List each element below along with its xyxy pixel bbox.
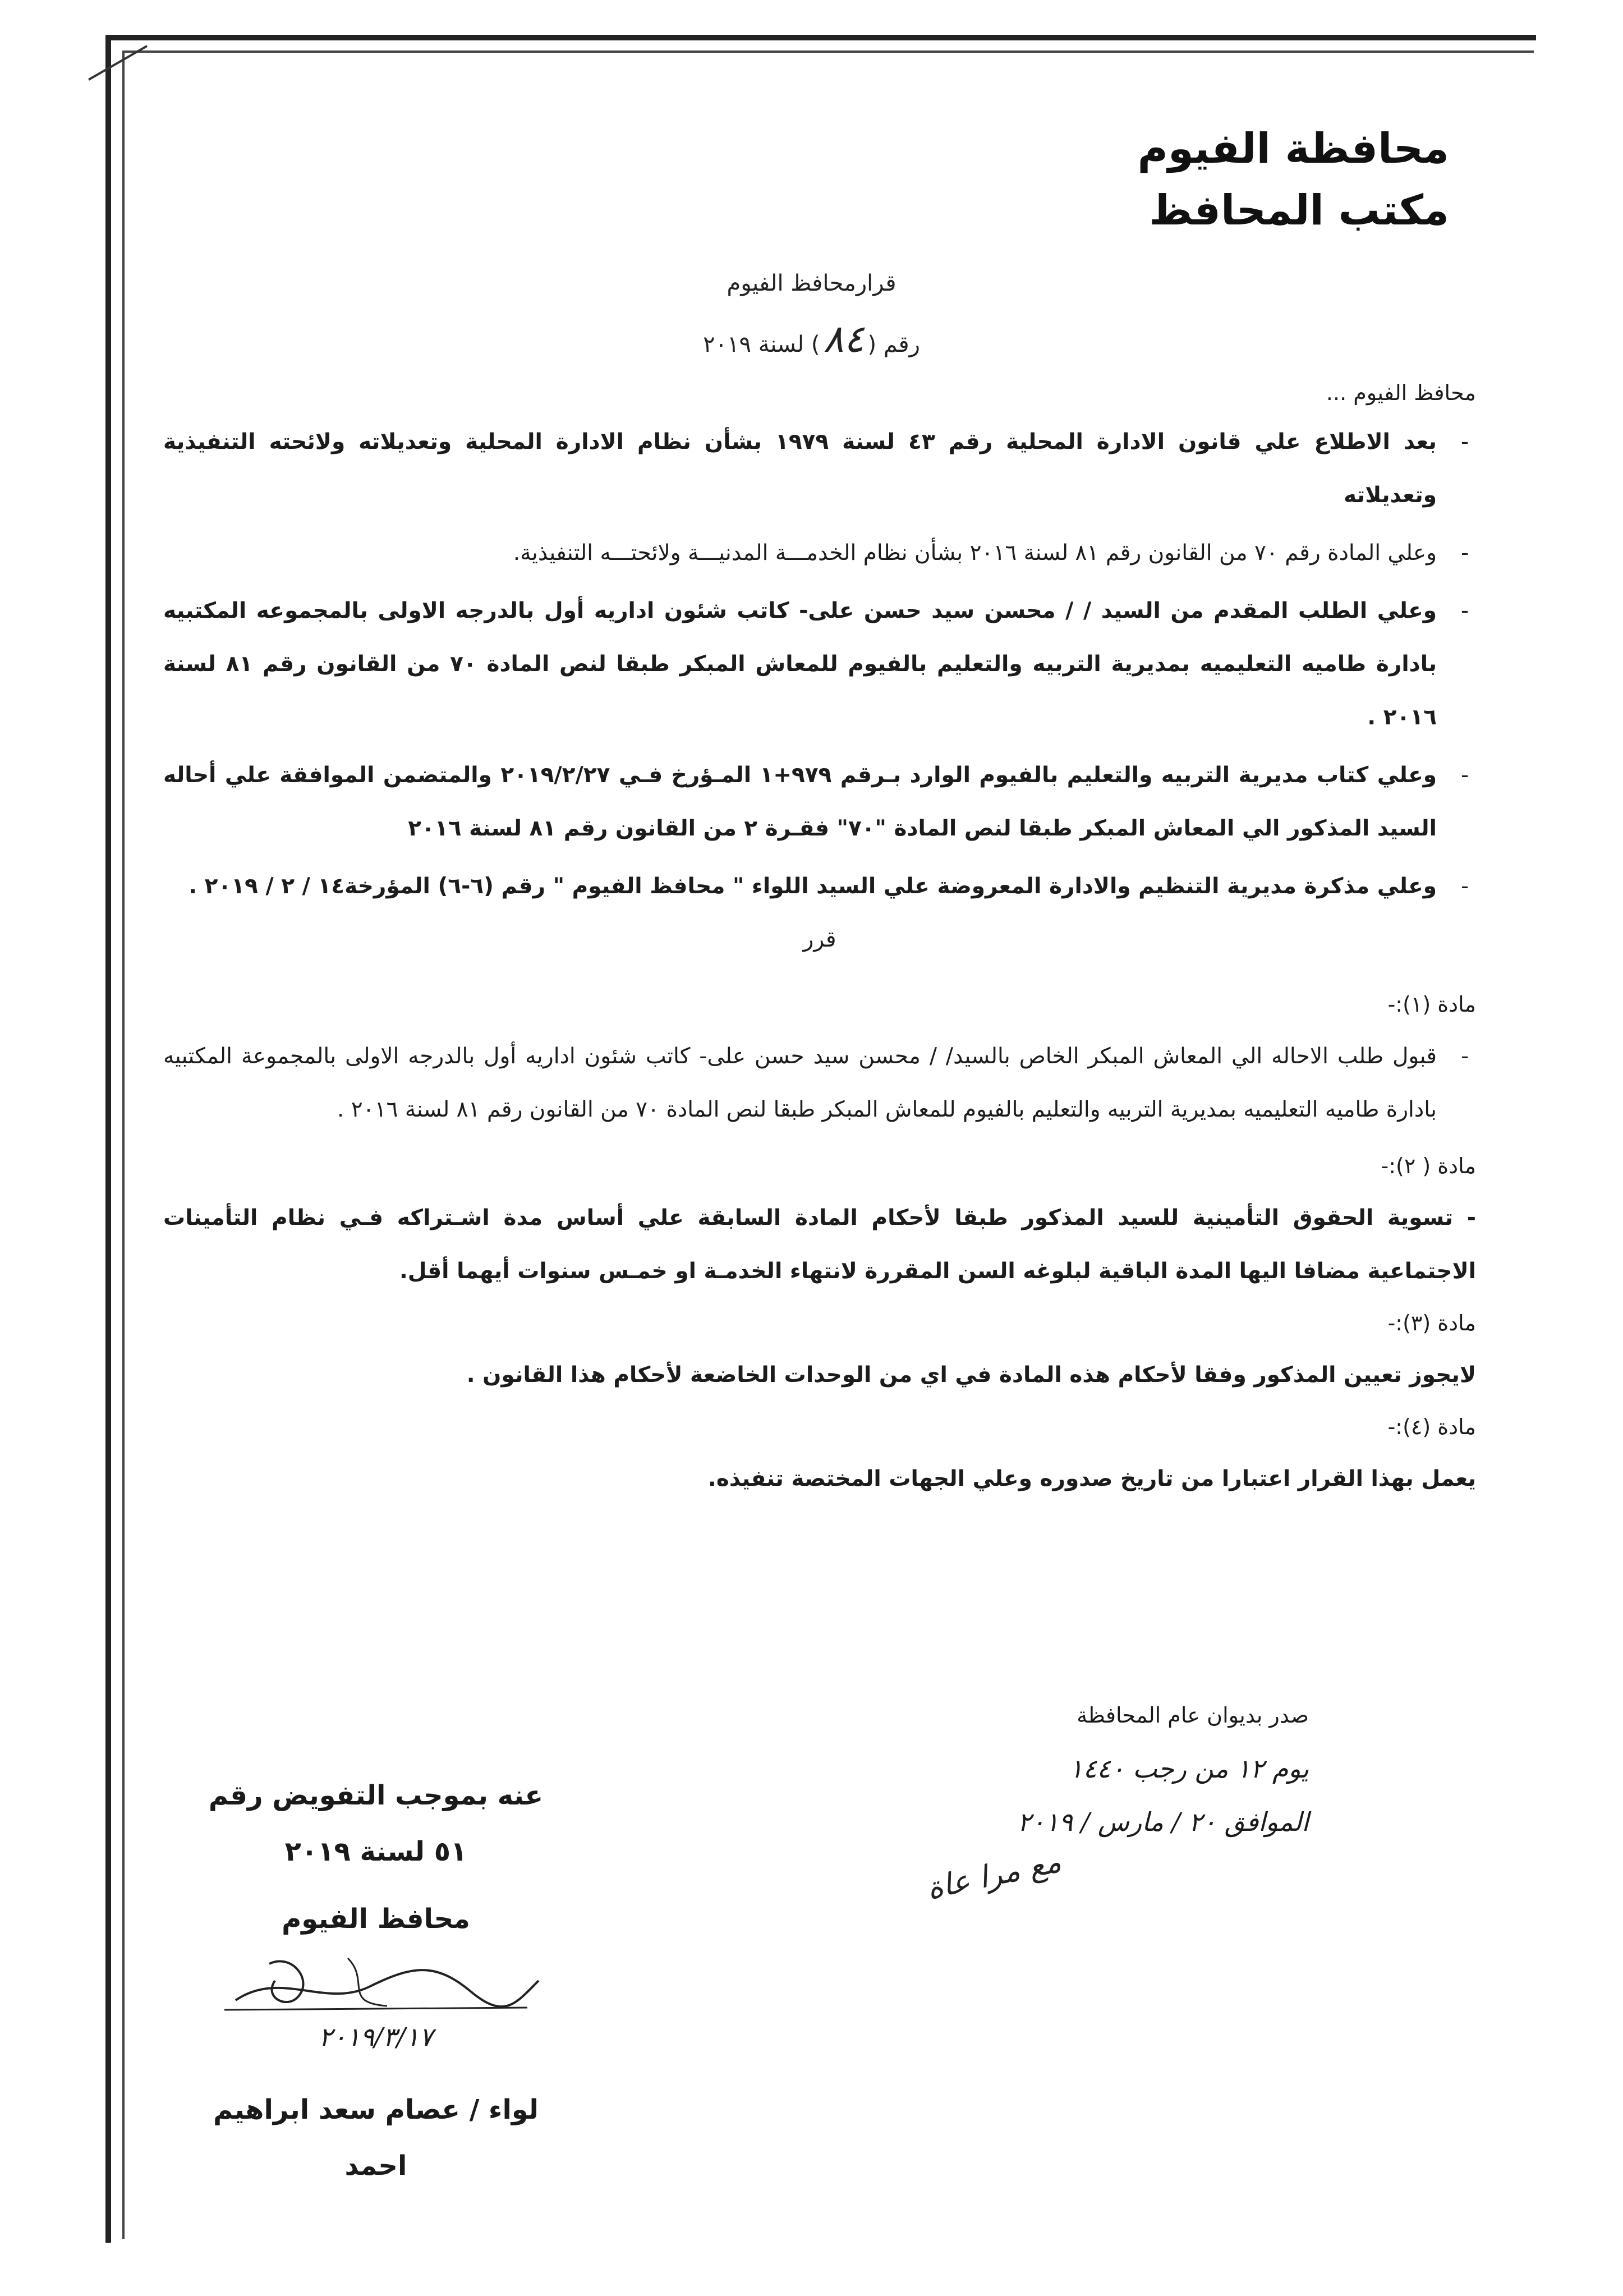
issuance-gregorian-date: الموافق ٢٠ / مارس / ٢٠١٩ <box>1017 1807 1309 1837</box>
preamble-text: وعلي المادة رقم ٧٠ من القانون رقم ٨١ لسنة ٢٠١٦ بشأن نظام الخدمـــة المدنيـــة ولائحتـــه التنفيذية. <box>513 540 1437 566</box>
addressee: محافظ الفيوم ... <box>1326 380 1476 405</box>
preamble-text: بعد الاطلاع علي قانون الادارة المحلية رقم ٤٣ لسنة ١٩٧٩ بشأن نظام الادارة المحلية وتعديلاته ولائحته التنفيذية وتعديلاته <box>163 429 1437 508</box>
bullet-dash: - <box>1460 540 1469 566</box>
article-heading: مادة (٣):- <box>1387 1311 1476 1335</box>
document-body <box>163 370 1476 1505</box>
preamble-text: وعلي مذكرة مديرية التنظيم والادارة المعروضة علي السيد اللواء " محافظ الفيوم " رقم (٦-٦) المؤرخة١٤ / ٢ / ٢٠١٩ . <box>188 874 1437 899</box>
issuance-hijri-date: يوم ١٢ من رجب ١٤٤٠ <box>1069 1753 1309 1784</box>
bullet-dash: - <box>1460 874 1469 899</box>
office-name: مكتب المحافظ <box>1149 186 1449 235</box>
issuance-block <box>1017 1689 1309 1849</box>
signatory-title: محافظ الفيوم <box>282 1903 470 1935</box>
article-paragraph <box>163 1030 1476 1136</box>
bullet-dash: - <box>1460 429 1469 454</box>
article-text: - تسوية الحقوق التأمينية للسيد المذكور طبقا لأحكام المادة السابقة علي أساس مدة اشـتراكه فـي نظام التأمينات الاجتماعية مضافا اليها المدة الباقية لبلوغه السن المقررة لانتهاء الخدمـة او خمـس سنوات أيهما أقل. <box>163 1205 1476 1284</box>
decision-number-handwritten: ٨٤ <box>823 317 865 361</box>
preamble-text: وعلي كتاب مديرية التربيه والتعليم بالفيوم الوارد بـرقم ٩٧٩+١ المـؤرخ فـي ٢٠١٩/٢/٢٧ والمتضمن الموافقة علي أحاله السيد المذكور الي المعاش المبكر طبقا لنص المادة "٧٠" فقـرة ٢ من القانون رقم ٨١ لسنة ٢٠١٦ <box>163 763 1437 841</box>
preamble-paragraph <box>163 860 1476 913</box>
signature-strokes <box>202 1947 550 2014</box>
signatory-name: لواء / عصام سعد ابراهيم احمد <box>213 2094 539 2182</box>
article-text: يعمل بهذا القرار اعتبارا من تاريخ صدوره وعلي الجهات المختصة تنفيذه. <box>708 1466 1476 1491</box>
preamble-paragraph <box>163 415 1476 522</box>
decision-number-line <box>0 311 1623 373</box>
authorization-line: عنه بموجب التفويض رقم ٥١ لسنة ٢٠١٩ <box>208 1780 544 1867</box>
signature-scribble <box>202 1947 550 2014</box>
article-heading: مادة ( ٢):- <box>1381 1154 1476 1178</box>
governorate-name: محافظة الفيوم <box>1137 125 1449 173</box>
bullet-dash: - <box>1460 598 1469 623</box>
issuance-place: صدر بديوان عام المحافظة <box>1077 1703 1309 1728</box>
decision-number-suffix: ) لسنة ٢٠١٩ <box>703 332 820 357</box>
signature-date: ٢٠١٩/٣/١٧ <box>319 2022 433 2052</box>
handwritten-note: مع مرا عاة <box>923 1843 1064 1907</box>
decision-number-prefix: رقم ( <box>867 332 920 357</box>
signature-block <box>202 1767 550 2194</box>
article-heading: مادة (١):- <box>1387 992 1476 1017</box>
article-heading: مادة (٤):- <box>1387 1415 1476 1439</box>
bullet-dash: - <box>1460 1044 1469 1069</box>
preamble-paragraph <box>163 584 1476 744</box>
decided-heading: قرر <box>803 927 836 952</box>
preamble-paragraph <box>163 526 1476 580</box>
decision-label: قرارمحافظ الفيوم <box>727 270 896 296</box>
decision-title <box>0 255 1623 373</box>
letterhead <box>1138 118 1449 241</box>
article-text: قبول طلب الاحاله الي المعاش المبكر الخاص بالسيد/ / محسن سيد حسن على- كاتب شئون اداريه أول بالدرجه الاولى بالمجموعة المكتبيه بادارة طاميه التعليميه بمديرية التربيه والتعليم بالفيوم للمعاش المبكر طبقا لنص المادة ٧٠ من القانون رقم ٨١ لسنة ٢٠١٦ . <box>163 1044 1437 1122</box>
article-text: لايجوز تعيين المذكور وفقا لأحكام هذه المادة في اي من الوحدات الخاضعة لأحكام هذا القانون . <box>466 1362 1476 1388</box>
bullet-dash: - <box>1460 763 1469 788</box>
preamble-paragraph <box>163 749 1476 855</box>
preamble-text: وعلي الطلب المقدم من السيد / / محسن سيد حسن على- كاتب شئون اداريه أول بالدرجه الاولى بالمجموعه المكتبيه بادارة طاميه التعليميه بمديرية التربيه والتعليم بالفيوم للمعاش المبكر طبقا لنص المادة ٧٠ من القانون رقم ٨١ لسنة ٢٠١٦ . <box>163 598 1437 730</box>
